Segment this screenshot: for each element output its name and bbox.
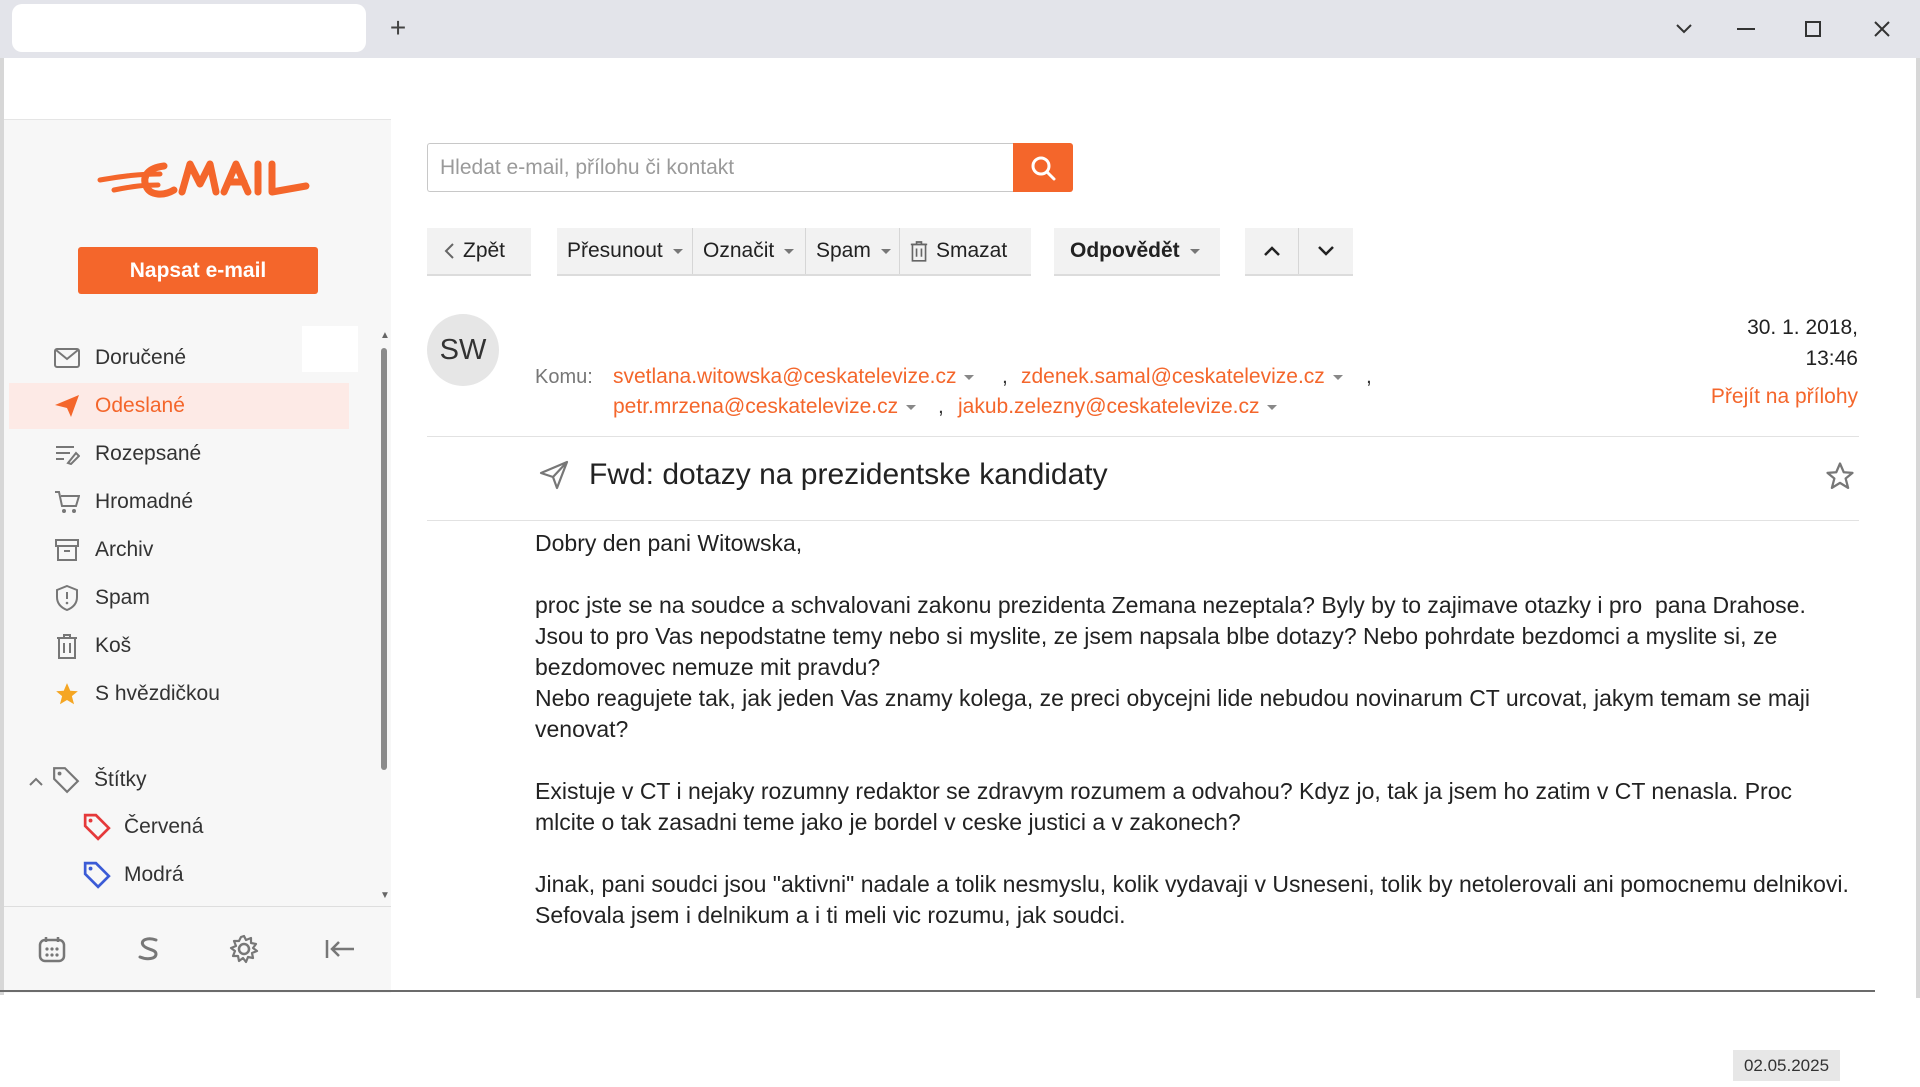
calendar-icon[interactable]: [34, 931, 70, 967]
folder-bulk[interactable]: [9, 479, 349, 525]
tag-red-icon: [83, 813, 111, 846]
collapse-sidebar-icon[interactable]: [322, 931, 358, 967]
attachments-link[interactable]: Přejít na přílohy: [1710, 385, 1858, 408]
folder-archive[interactable]: [9, 527, 349, 573]
scroll-down-arrow[interactable]: ▼: [380, 890, 390, 901]
next-message-button[interactable]: [1299, 228, 1353, 274]
caret-down-icon: [1267, 405, 1277, 410]
star-outline-icon[interactable]: [1825, 461, 1855, 491]
folder-spam[interactable]: [9, 575, 349, 621]
folder-label: Koš: [95, 634, 132, 657]
time-line: 13:46: [1805, 347, 1858, 370]
tag-icon: [52, 766, 80, 799]
trash-icon: [910, 240, 928, 262]
recipient-1[interactable]: [613, 365, 974, 389]
cart-icon: [53, 488, 81, 516]
search-input[interactable]: [427, 143, 1013, 192]
message-body-text: Dobry den pani Witowska, proc jste se na soudce a schvalovani zakonu prezidenta Zemana nezeptala? Byly by to zajimave otazky i pro pana Drahose. Jsou to pro Vas nepodstatne temy nebo si myslite, ze jsem napsala blbe dotazy? Nebo pohrdate bezdomci a myslite si, ze bezdomovec nemuze mit pravdu? Nebo reagujete tak, jak jeden Vas znamy kolega, ze preci obycejni lide nebudou novinarum CT urcovat, jakym temam se maji venovat? Existuje v CT i nejaky rozumny redaktor se zdravym rozumem a odvahou? Kdyz jo, tak ja jsem ho zatim v CT nenasla. Proc mlcite o tak zasadni teme jako je bordel v ceske justici a v zakonech? Jinak, pani soudci jsou "aktivni" nadale a tolik nesmyslu, kolik vydavaji v Usneseni, tolik by netolerovali ani pomocnemu delnikovi. Sefovala jsem i delnikum a i ti meli vic rozumu, jak soudci.: [535, 530, 1849, 928]
caret-down-icon: [784, 249, 794, 254]
tag-blue-icon: [83, 861, 111, 894]
reply-label: Odpovědět: [1070, 239, 1180, 262]
folder-label: Archiv: [95, 538, 154, 561]
chevron-down-icon: [1317, 245, 1335, 257]
spam-button[interactable]: [806, 228, 900, 274]
s-logo-icon[interactable]: [130, 931, 166, 967]
delete-label: Smazat: [936, 239, 1008, 262]
move-button[interactable]: [557, 228, 693, 274]
trash-icon: [53, 632, 81, 660]
message-date: [1700, 312, 1858, 374]
minimize-icon[interactable]: [1726, 14, 1766, 44]
browser-tab-strip: [0, 0, 1920, 58]
send-outline-icon: [538, 459, 570, 491]
send-icon: [53, 392, 81, 420]
archive-icon: [53, 536, 81, 564]
folder-label: Spam: [95, 586, 150, 609]
folder-inbox[interactable]: [9, 335, 349, 381]
date-line: 30. 1. 2018,: [1747, 316, 1858, 339]
message-subject: Fwd: dotazy na prezidentske kandidaty: [589, 458, 1108, 491]
shield-icon: [53, 584, 81, 612]
recipient-email: zdenek.samal@ceskatelevize.cz: [1021, 365, 1325, 388]
caret-down-icon: [673, 249, 683, 254]
previous-message-button[interactable]: [1245, 228, 1299, 274]
recipient-2[interactable]: [1021, 365, 1343, 389]
header-divider: [427, 436, 1859, 437]
envelope-icon: [53, 344, 81, 372]
folder-label: Hromadné: [95, 490, 194, 513]
recipient-separator: ,: [1002, 365, 1008, 388]
caret-down-icon: [1190, 249, 1200, 254]
scroll-up-arrow[interactable]: ▲: [380, 330, 390, 341]
close-icon[interactable]: [1862, 14, 1902, 44]
recipient-email: petr.mrzena@ceskatelevize.cz: [613, 395, 899, 418]
email-logo[interactable]: [94, 150, 314, 216]
label-red[interactable]: [79, 807, 349, 847]
navigation-group: [1245, 228, 1353, 276]
recipient-email: jakub.zelezny@ceskatelevize.cz: [958, 395, 1260, 418]
sidebar-bottom-bar: [4, 906, 391, 993]
recipient-3[interactable]: [613, 395, 916, 419]
delete-button[interactable]: [900, 228, 1031, 274]
taskbar-date: 02.05.2025: [1733, 1050, 1840, 1081]
search-button[interactable]: [1013, 143, 1073, 192]
settings-icon[interactable]: [226, 931, 262, 967]
folder-label: S hvězdičkou: [95, 682, 220, 705]
folder-label: Rozepsané: [95, 442, 202, 465]
chevron-left-icon: [443, 242, 455, 260]
sender-avatar: SW: [427, 314, 499, 386]
new-tab-button[interactable]: +: [389, 12, 407, 43]
drafts-icon: [53, 440, 81, 468]
compose-button[interactable]: Napsat e-mail: [78, 247, 318, 294]
sidebar: [4, 119, 391, 992]
caret-down-icon: [1333, 375, 1343, 380]
folder-starred[interactable]: [9, 671, 349, 717]
caret-down-icon: [964, 375, 974, 380]
caret-down-icon: [906, 405, 916, 410]
message-actions-group: [557, 228, 1031, 276]
back-button[interactable]: [427, 228, 531, 276]
folder-drafts[interactable]: [9, 431, 349, 477]
window-bottom-border: [0, 990, 1875, 992]
mark-button[interactable]: [693, 228, 806, 274]
folder-label: Doručené: [95, 346, 187, 369]
move-label: Přesunout: [567, 239, 663, 262]
spam-label: Spam: [816, 239, 871, 262]
label-blue[interactable]: [79, 855, 349, 895]
chevron-up-icon: [1263, 245, 1281, 257]
recipient-separator: ,: [938, 395, 944, 418]
maximize-icon[interactable]: [1793, 14, 1833, 44]
star-icon: [53, 680, 81, 708]
to-label: Komu:: [535, 366, 593, 388]
recipient-email: svetlana.witowska@ceskatelevize.cz: [613, 365, 957, 388]
window-right-border: [1916, 58, 1920, 998]
recipient-4[interactable]: [958, 395, 1277, 419]
folder-label: Odeslané: [95, 394, 185, 417]
back-label: Zpět: [463, 239, 506, 262]
reply-button[interactable]: [1054, 228, 1220, 276]
labels-section-header[interactable]: [24, 760, 344, 802]
sidebar-scrollbar-thumb[interactable]: [381, 348, 387, 770]
browser-tab[interactable]: [12, 4, 366, 52]
caret-down-icon: [881, 249, 891, 254]
chevron-down-icon[interactable]: [1664, 14, 1704, 44]
labels-title: Štítky: [94, 768, 147, 791]
mark-label: Označit: [703, 239, 775, 262]
recipient-separator: ,: [1366, 365, 1372, 388]
search-icon: [1030, 155, 1056, 181]
message-body: [535, 528, 1855, 990]
subject-divider: [427, 520, 1859, 521]
folder-trash[interactable]: [9, 623, 349, 669]
folder-sent[interactable]: [9, 383, 349, 429]
chevron-up-icon[interactable]: [28, 774, 44, 792]
label-name: Červená: [124, 815, 204, 838]
label-name: Modrá: [124, 863, 184, 886]
